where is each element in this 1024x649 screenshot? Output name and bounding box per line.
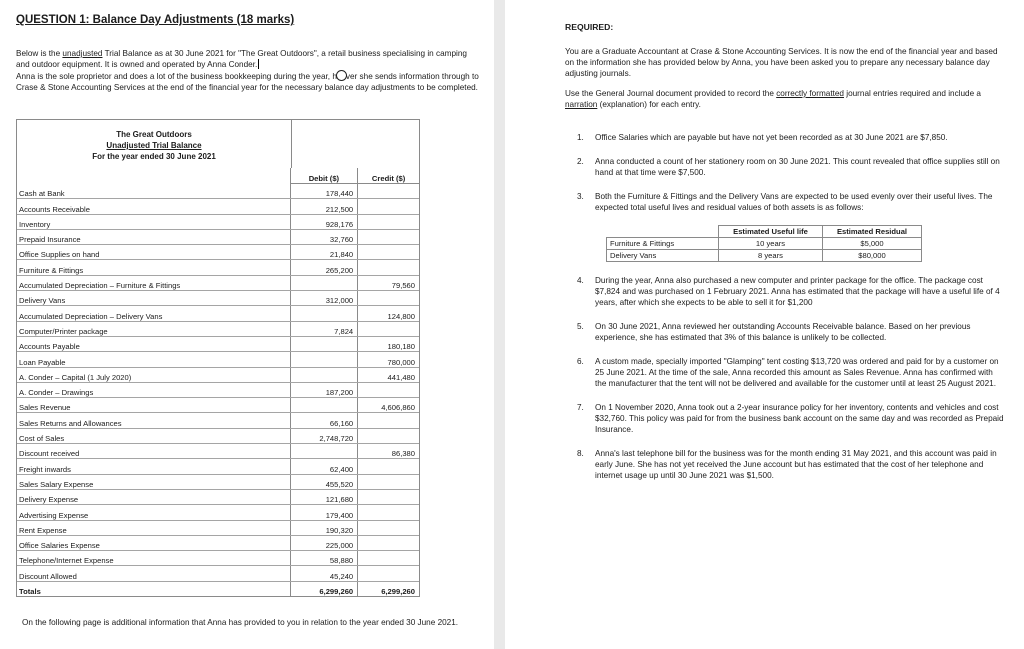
debit-cell	[290, 336, 358, 351]
debit-cell: 179,400	[290, 505, 358, 520]
debit-cell	[290, 398, 358, 413]
trial-balance	[16, 119, 420, 597]
intro-text-1a: Below is the	[16, 49, 63, 58]
account-cell: Delivery Expense	[17, 489, 290, 504]
account-cell: A. Conder – Capital (1 July 2020)	[17, 367, 290, 382]
credit-cell	[358, 551, 419, 566]
debit-cell: 121,680	[290, 489, 358, 504]
residual-cell: $5,000	[823, 238, 922, 250]
table-row	[17, 184, 419, 199]
table-row	[17, 489, 419, 504]
table-row	[17, 229, 419, 244]
credit-cell	[358, 199, 419, 214]
account-cell: Delivery Vans	[17, 291, 290, 306]
item-text: Office Salaries which are payable but have not yet been recorded as at 30 June 2021 are $7,850.	[595, 133, 948, 142]
useful-life-table	[606, 225, 922, 262]
totals-debit: 6,299,260	[290, 581, 358, 596]
account-cell: Cost of Sales	[17, 428, 290, 443]
account-cell: Inventory	[17, 214, 290, 229]
residual-header: Estimated Residual	[823, 226, 922, 238]
credit-cell	[358, 184, 419, 199]
account-cell: Accumulated Depreciation – Delivery Vans	[17, 306, 290, 321]
item-text: Anna's last telephone bill for the business was for the month ending 31 May 2021, and this account was paid in early June. She has not yet received the June account but has estimated that the cost of her telephone and internet usage up until 30 June 2021 was $1,500.	[595, 449, 997, 480]
list-item	[565, 448, 1006, 481]
credit-cell: 441,480	[358, 367, 419, 382]
table-row	[17, 398, 419, 413]
table-row	[17, 306, 419, 321]
asset-cell: Delivery Vans	[607, 250, 719, 262]
item-number: 2.	[577, 157, 584, 166]
credit-cell	[358, 291, 419, 306]
credit-cell	[358, 413, 419, 428]
credit-cell: 124,800	[358, 306, 419, 321]
list-item	[565, 132, 1006, 143]
useful-life-header-row	[607, 226, 922, 238]
account-cell: Advertising Expense	[17, 505, 290, 520]
useful-life-header: Estimated Useful life	[719, 226, 823, 238]
account-cell: Office Supplies on hand	[17, 245, 290, 260]
trial-balance-title: Unadjusted Trial Balance	[106, 141, 202, 150]
intro-underlined-word: unadjusted	[62, 49, 103, 58]
debit-cell: 187,200	[290, 382, 358, 397]
list-item	[565, 275, 1006, 308]
table-row	[17, 551, 419, 566]
account-cell: Accumulated Depreciation – Furniture & Fittings	[17, 275, 290, 290]
debit-cell: 178,440	[290, 184, 358, 199]
item-text: During the year, Anna also purchased a new computer and printer package for the office. The package cost $7,824 and was purchased on 1 February 2021. Anna has estimated that the package will have a useful life of 4 years, after which she expects to be able to sell it for $1,200	[595, 276, 1000, 307]
table-row	[17, 352, 419, 367]
table-row	[17, 444, 419, 459]
account-cell: Sales Revenue	[17, 398, 290, 413]
table-row	[17, 367, 419, 382]
credit-cell: 86,380	[358, 444, 419, 459]
left-page	[0, 0, 494, 649]
account-cell: Cash at Bank	[17, 184, 290, 199]
totals-credit: 6,299,260	[358, 581, 419, 596]
credit-cell	[358, 459, 419, 474]
asset-cell: Furniture & Fittings	[607, 238, 719, 250]
debit-cell: 455,520	[290, 474, 358, 489]
account-cell: Discount Allowed	[17, 566, 290, 581]
table-row	[17, 336, 419, 351]
debit-cell: 58,880	[290, 551, 358, 566]
footer-note: On the following page is additional information that Anna has provided to you in relation to the year ended 30 June 2021.	[22, 618, 459, 627]
item-number: 8.	[577, 449, 584, 458]
table-row	[17, 275, 419, 290]
debit-cell	[290, 444, 358, 459]
account-cell: A. Conder – Drawings	[17, 382, 290, 397]
table-row	[607, 250, 922, 262]
debit-cell: 62,400	[290, 459, 358, 474]
right-page	[505, 0, 1024, 649]
table-row	[607, 238, 922, 250]
intro-text-2b: ver she sends information through to Crase & Stone Accounting Services at the end of the financial year for the necessary balance day adjustments to be completed.	[16, 72, 479, 92]
account-cell: Freight inwards	[17, 459, 290, 474]
table-row	[17, 535, 419, 550]
debit-cell: 66,160	[290, 413, 358, 428]
trial-balance-period: For the year ended 30 June 2021	[92, 152, 216, 161]
list-item	[565, 402, 1006, 435]
credit-cell: 79,560	[358, 275, 419, 290]
debit-cell: 45,240	[290, 566, 358, 581]
item-number: 5.	[577, 322, 584, 331]
intro-text-2a: Anna is the sole proprietor and does a lot of the business bookkeeping during the year, h	[16, 72, 337, 81]
account-cell: Sales Salary Expense	[17, 474, 290, 489]
debit-header: Debit ($)	[290, 168, 358, 184]
table-row	[17, 413, 419, 428]
table-row	[17, 245, 419, 260]
underlined-correctly-formatted: correctly formatted	[776, 89, 844, 98]
list-item	[565, 356, 1006, 389]
debit-cell	[290, 367, 358, 382]
account-cell: Discount received	[17, 444, 290, 459]
debit-cell: 225,000	[290, 535, 358, 550]
item-number: 4.	[577, 276, 584, 285]
account-cell: Office Salaries Expense	[17, 535, 290, 550]
credit-cell	[358, 474, 419, 489]
credit-cell	[358, 245, 419, 260]
table-row	[17, 260, 419, 275]
account-cell: Furniture & Fittings	[17, 260, 290, 275]
debit-cell: 32,760	[290, 229, 358, 244]
item-number: 3.	[577, 192, 584, 201]
debit-cell	[290, 275, 358, 290]
account-cell: Sales Returns and Allowances	[17, 413, 290, 428]
credit-cell	[358, 321, 419, 336]
column-header-row	[17, 168, 419, 184]
credit-cell	[358, 566, 419, 581]
required-paragraph-2: Use the General Journal document provided to record the correctly formatted journal entries required and include a narration (explanation) for each entry.	[565, 89, 981, 109]
table-row	[17, 199, 419, 214]
table-row	[17, 321, 419, 336]
credit-cell: 4,606,860	[358, 398, 419, 413]
intro-text-1b: Trial Balance as at 30 June 2021 for "The Great Outdoors", a retail business specialising in camping and outdoor equipment. It is owned and operated by Anna Conder.	[16, 49, 467, 69]
credit-cell	[358, 382, 419, 397]
debit-cell: 21,840	[290, 245, 358, 260]
life-cell: 8 years	[719, 250, 823, 262]
list-item	[565, 321, 1006, 343]
company-name: The Great Outdoors	[116, 130, 192, 139]
debit-cell: 7,824	[290, 321, 358, 336]
table-row	[17, 474, 419, 489]
item-text: On 30 June 2021, Anna reviewed her outstanding Accounts Receivable balance. Based on her previous experience, she has estimated that 3% of this balance is unlikely to be collected.	[595, 322, 971, 342]
credit-cell	[358, 535, 419, 550]
item-text: Both the Furniture & Fittings and the Delivery Vans are expected to be used evenly over their useful lives. The expected total useful lives and residual values of both assets is as follows:	[595, 192, 993, 212]
credit-cell	[358, 520, 419, 535]
required-title: REQUIRED:	[565, 22, 614, 32]
trial-balance-header	[17, 120, 292, 168]
credit-header: Credit ($)	[358, 168, 419, 184]
account-cell: Loan Payable	[17, 352, 290, 367]
list-item	[565, 156, 1006, 178]
underlined-narration: narration	[565, 100, 598, 109]
credit-cell: 180,180	[358, 336, 419, 351]
table-row	[17, 520, 419, 535]
credit-cell	[358, 489, 419, 504]
table-row	[17, 428, 419, 443]
life-cell: 10 years	[719, 238, 823, 250]
totals-row	[17, 581, 419, 596]
item-number: 7.	[577, 403, 584, 412]
item-text: A custom made, specially imported "Glamping" tent costing $13,720 was ordered and paid for by a customer on 25 June 2021. At the time of the sale, Anna recorded this amount as Sales Revenue. Anna has confirmed with the manufacturer that the tent will not be delivered and available for the customer until at least 25 August 2021.	[595, 357, 999, 388]
debit-cell: 190,320	[290, 520, 358, 535]
item-text: On 1 November 2020, Anna took out a 2-year insurance policy for her inventory, contents and vehicles and cost $32,760. This policy was paid for from the business bank account on the same day and was recorded as Prepaid Insurance.	[595, 403, 1004, 434]
account-cell: Computer/Printer package	[17, 321, 290, 336]
question-title: QUESTION 1: Balance Day Adjustments (18 marks)	[16, 14, 295, 26]
credit-cell	[358, 229, 419, 244]
trial-balance-table	[17, 168, 419, 597]
table-row	[17, 214, 419, 229]
credit-cell	[358, 428, 419, 443]
credit-cell	[358, 214, 419, 229]
debit-cell: 312,000	[290, 291, 358, 306]
credit-cell	[358, 260, 419, 275]
table-row	[17, 505, 419, 520]
account-cell: Accounts Payable	[17, 336, 290, 351]
debit-cell: 212,500	[290, 199, 358, 214]
table-row	[17, 291, 419, 306]
table-row	[17, 459, 419, 474]
item-number: 6.	[577, 357, 584, 366]
required-paragraph-1: You are a Graduate Accountant at Crase & Stone Accounting Services. It is now the end of the financial year and based on the information she has provided below by Anna, you have been asked you to prepare any necessary balance day adjusting journals.	[565, 47, 998, 78]
account-cell: Rent Expense	[17, 520, 290, 535]
debit-cell	[290, 352, 358, 367]
debit-cell: 928,176	[290, 214, 358, 229]
table-row	[17, 566, 419, 581]
text-caret	[258, 59, 259, 69]
item-text: Anna conducted a count of her stationery room on 30 June 2021. This count revealed that office supplies still on hand at that time were $7,500.	[595, 157, 1000, 177]
list-item	[565, 191, 1006, 262]
totals-label: Totals	[17, 581, 290, 596]
credit-cell: 780,000	[358, 352, 419, 367]
table-row	[17, 382, 419, 397]
intro-paragraph	[16, 48, 480, 93]
residual-cell: $80,000	[823, 250, 922, 262]
debit-cell	[290, 306, 358, 321]
account-cell: Telephone/Internet Expense	[17, 551, 290, 566]
account-cell: Accounts Receivable	[17, 199, 290, 214]
account-cell: Prepaid Insurance	[17, 229, 290, 244]
debit-cell: 265,200	[290, 260, 358, 275]
debit-cell: 2,748,720	[290, 428, 358, 443]
adjustment-items	[565, 132, 1006, 481]
credit-cell	[358, 505, 419, 520]
item-number: 1.	[577, 133, 584, 142]
